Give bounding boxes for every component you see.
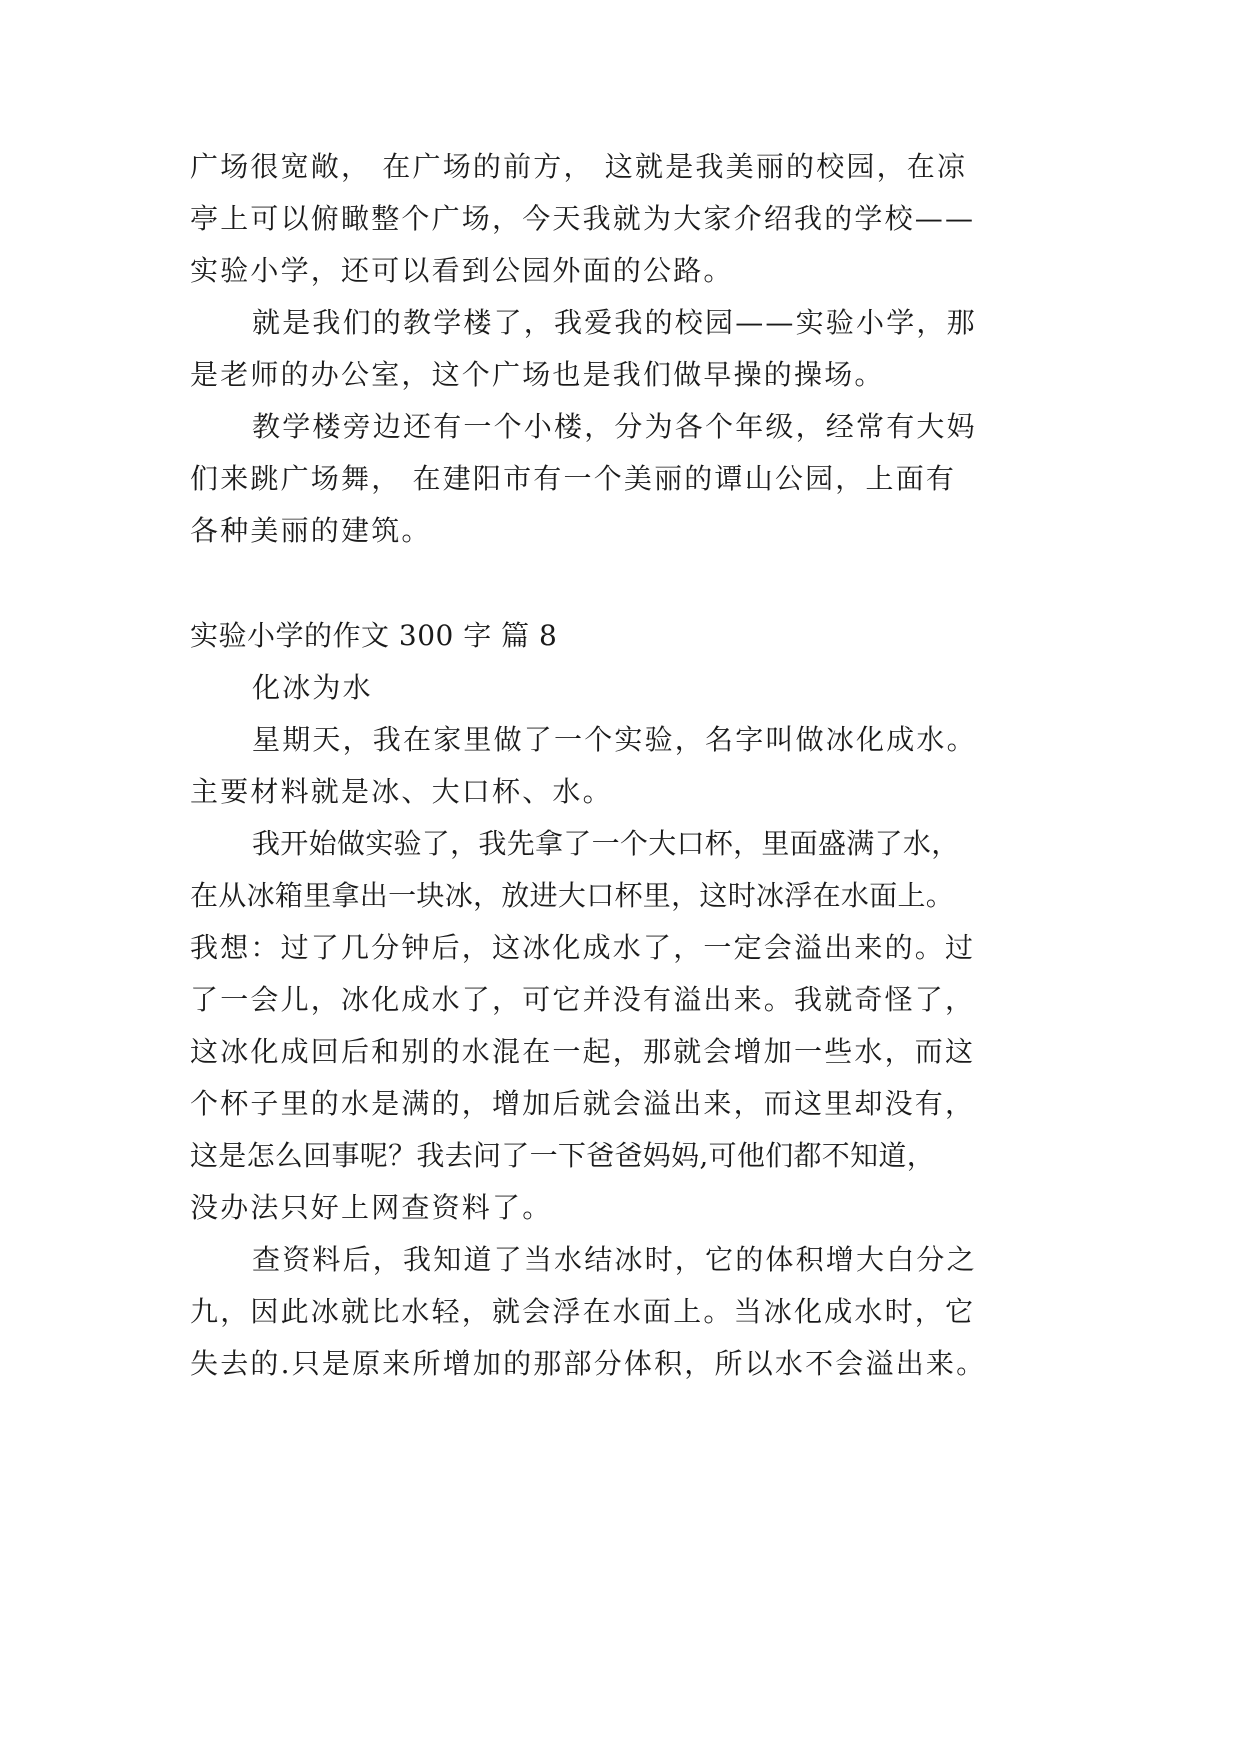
- paragraph-5-line-4: 了一会儿，冰化成水了，可它并没有溢出来。我就奇怪了，: [190, 983, 976, 1016]
- paragraph-4-line-2: 主要材料就是冰、大口杯、水。: [190, 775, 613, 808]
- essay-title: 化冰为水: [252, 671, 373, 704]
- paragraph-5-line-1: 我开始做实验了，我先拿了一个大口杯，里面盛满了水，: [252, 827, 960, 860]
- paragraph-5-line-8: 没办法只好上网查资料了。: [190, 1191, 553, 1224]
- paragraph-6-line-3: 失去的.只是原来所增加的那部分体积，所以水不会溢出来。: [190, 1347, 987, 1380]
- paragraph-2-line-2: 是老师的办公室，这个广场也是我们做早操的操场。: [190, 358, 885, 391]
- paragraph-6-line-1: 查资料后，我知道了当水结冰时，它的体积增大白分之: [252, 1243, 977, 1276]
- paragraph-5-line-7: 这是怎么回事呢？我去问了一下爸爸妈妈,可他们都不知道，: [190, 1139, 936, 1172]
- paragraph-5-line-6: 个杯子里的水是满的，增加后就会溢出来，而这里却没有，: [190, 1087, 976, 1120]
- paragraph-1-line-1: 广场很宽敞， 在广场的前方， 这就是我美丽的校园，在凉: [190, 150, 968, 183]
- paragraph-1-line-3: 实验小学，还可以看到公园外面的公路。: [190, 254, 734, 287]
- paragraph-3-line-2: 们来跳广场舞， 在建阳市有一个美丽的谭山公园，上面有: [190, 462, 957, 495]
- paragraph-6-line-2: 九，因此冰就比水轻，就会浮在水面上。当冰化成水时，它: [190, 1295, 976, 1328]
- paragraph-3-line-1: 教学楼旁边还有一个小楼，分为各个年级，经常有大妈: [252, 410, 977, 443]
- paragraph-4-line-1: 星期天，我在家里做了一个实验，名字叫做冰化成水。: [252, 723, 977, 756]
- paragraph-3-line-3: 各种美丽的建筑。: [190, 514, 432, 547]
- paragraph-5-line-3: 我想：过了几分钟后，这冰化成水了，一定会溢出来的。过: [190, 931, 976, 964]
- paragraph-5-line-5: 这冰化成回后和别的水混在一起，那就会增加一些水，而这: [190, 1035, 976, 1068]
- paragraph-5-line-2: 在从冰箱里拿出一块冰，放进大口杯里，这时冰浮在水面上。: [190, 879, 955, 912]
- paragraph-2-line-1: 就是我们的教学楼了，我爱我的校园——实验小学，那: [252, 306, 977, 339]
- paragraph-1-line-2: 亭上可以俯瞰整个广场，今天我就为大家介绍我的学校——: [190, 202, 976, 235]
- section-title: 实验小学的作文 300 字 篇 8: [190, 619, 558, 652]
